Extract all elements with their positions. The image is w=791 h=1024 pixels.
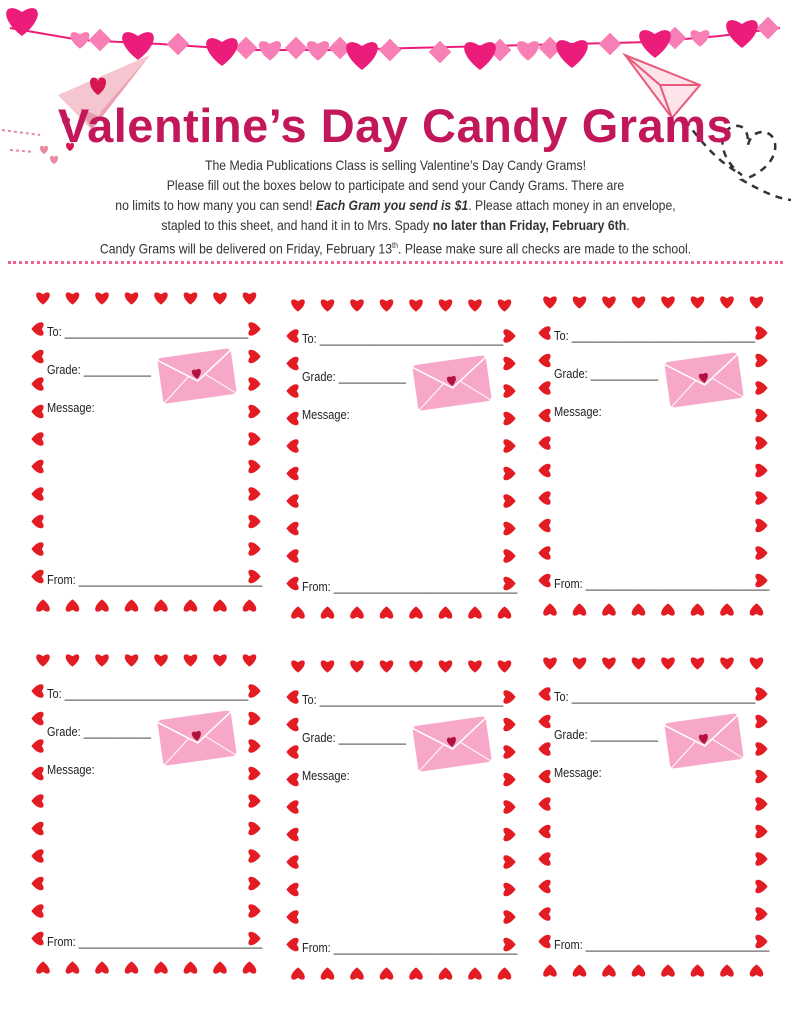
intro-line: Candy Grams will be delivered on Friday, February 13th. Please make sure all checks are made to the school. <box>99 241 692 257</box>
envelope-heart-icon <box>664 712 742 764</box>
to-field[interactable]: To: ______________________________ <box>554 690 756 704</box>
from-field[interactable]: From: ______________________________ <box>554 938 770 952</box>
dotted-divider <box>8 261 783 264</box>
candy-gram-card <box>534 650 772 984</box>
candy-gram-card <box>534 289 772 623</box>
message-field[interactable]: Message: <box>47 401 95 415</box>
page-title: Valentine’s Day Candy Grams <box>57 99 734 152</box>
message-field[interactable]: Message: <box>554 405 602 419</box>
grade-field[interactable]: Grade: ___________ <box>302 731 407 745</box>
envelope-heart-icon <box>157 709 235 761</box>
message-field[interactable]: Message: <box>302 408 350 422</box>
message-field[interactable]: Message: <box>302 769 350 783</box>
from-field[interactable]: From: ______________________________ <box>47 573 263 587</box>
grade-field[interactable]: Grade: ___________ <box>554 728 659 742</box>
from-field[interactable]: From: ______________________________ <box>47 935 263 949</box>
intro-line: stapled to this sheet, and hand it in to Mrs. Spady no later than Friday, February 6th. <box>161 218 630 233</box>
candy-gram-card <box>27 647 265 981</box>
to-field[interactable]: To: ______________________________ <box>47 687 249 701</box>
candy-gram-card <box>282 653 520 987</box>
envelope-heart-icon <box>412 354 490 406</box>
intro-text <box>94 156 698 260</box>
grade-field[interactable]: Grade: ___________ <box>47 725 152 739</box>
from-field[interactable]: From: ______________________________ <box>302 941 518 955</box>
envelope-heart-icon <box>664 351 742 403</box>
to-field[interactable]: To: ______________________________ <box>47 325 249 339</box>
envelope-heart-icon <box>157 347 235 399</box>
grade-field[interactable]: Grade: ___________ <box>47 363 152 377</box>
intro-line: The Media Publications Class is selling Valentine’s Day Candy Grams! <box>204 158 587 173</box>
intro-line: no limits to how many you can send! Each Gram you send is $1. Please attach money in an envelope, <box>115 198 676 213</box>
price-note: Each Gram you send is $1 <box>315 198 469 213</box>
grade-field[interactable]: Grade: ___________ <box>302 370 407 384</box>
candy-gram-card <box>27 285 265 619</box>
to-field[interactable]: To: ______________________________ <box>302 693 504 707</box>
message-field[interactable]: Message: <box>47 763 95 777</box>
to-field[interactable]: To: ______________________________ <box>302 332 504 346</box>
candy-gram-card <box>282 292 520 626</box>
message-field[interactable]: Message: <box>554 766 602 780</box>
deadline-note: no later than Friday, February 6th <box>432 218 627 233</box>
intro-line: Please fill out the boxes below to participate and send your Candy Grams. There are <box>166 178 625 193</box>
grade-field[interactable]: Grade: ___________ <box>554 367 659 381</box>
from-field[interactable]: From: ______________________________ <box>302 580 518 594</box>
to-field[interactable]: To: ______________________________ <box>554 329 756 343</box>
envelope-heart-icon <box>412 715 490 767</box>
from-field[interactable]: From: ______________________________ <box>554 577 770 591</box>
